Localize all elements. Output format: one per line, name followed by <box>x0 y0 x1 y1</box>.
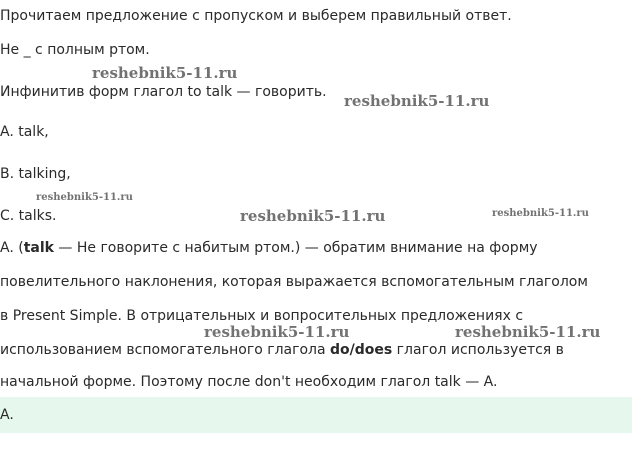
explanation-prefix: A. ( <box>0 240 24 256</box>
watermark-1: reshebnik5-11.ru <box>92 64 238 82</box>
explanation-prefix-4: использованием вспомогательного глагола <box>0 342 330 358</box>
option-a: A. talk, <box>0 124 49 140</box>
watermark-2: reshebnik5-11.ru <box>344 92 490 110</box>
explanation-line-3: в Present Simple. В отрицательных и вопросительных предложениях с <box>0 308 524 324</box>
watermark-5: reshebnik5-11.ru <box>492 208 589 219</box>
option-b: B. talking, <box>0 166 71 182</box>
answer-text: A. <box>0 407 14 423</box>
answer-box <box>0 397 632 433</box>
watermark-3: reshebnik5-11.ru <box>36 192 133 203</box>
explanation-line-1 <box>0 238 538 258</box>
explanation-rest-4: глагол используется в <box>392 342 564 358</box>
watermark-4: reshebnik5-11.ru <box>240 207 386 225</box>
explanation-bold-dodoes: do/does <box>330 342 393 358</box>
explanation-rest: — Не говорите с набитым ртом.) — обратим внимание на форму <box>53 240 538 256</box>
task-prompt: Прочитаем предложение с пропуском и выберем правильный ответ. <box>0 8 512 24</box>
task-hint: Инфинитив форм глагол to talk — говорить. <box>0 84 327 100</box>
option-c: C. talks. <box>0 208 57 224</box>
explanation-line-5: начальной форме. Поэтому после don't необходим глагол talk — A. <box>0 374 498 390</box>
watermark-6: reshebnik5-11.ru <box>204 323 350 341</box>
explanation-line-2: повелительного наклонения, которая выражается вспомогательным глаголом <box>0 274 588 290</box>
explanation-bold-talk: talk <box>23 240 54 256</box>
watermark-7: reshebnik5-11.ru <box>455 323 601 341</box>
explanation-line-4 <box>0 340 564 360</box>
task-sentence: Не _ с полным ртом. <box>0 42 150 58</box>
